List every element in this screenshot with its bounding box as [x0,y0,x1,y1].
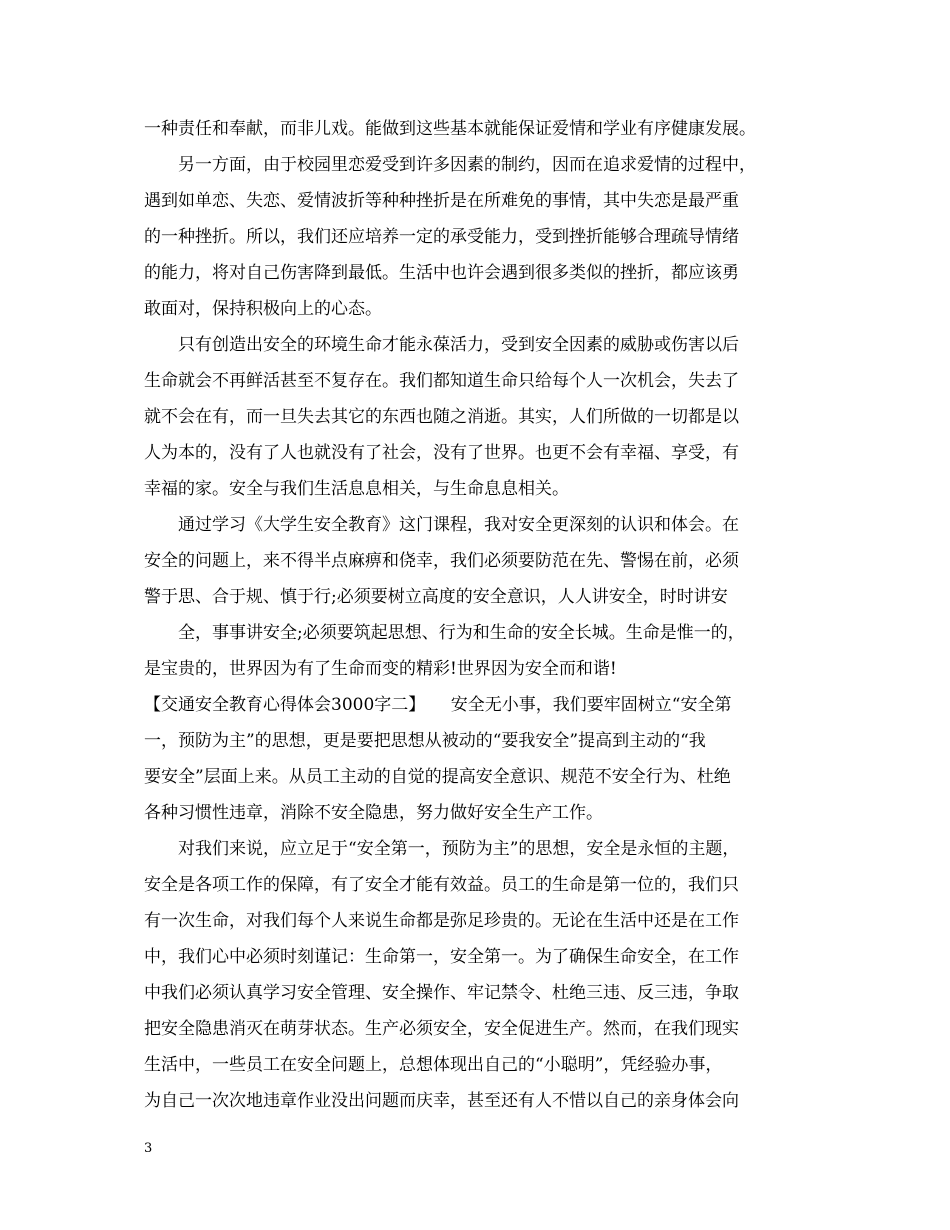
paragraph-line: 的一种挫折。所以，我们还应培养一定的承受能力，受到挫折能够合理疏导情绪 [144,227,739,247]
paragraph-line: 中，我们心中必须时刻谨记：生命第一，安全第一。为了确保生命安全，在工作 [144,947,739,967]
paragraph-line: 就不会在有，而一旦失去其它的东西也随之消逝。其实，人们所做的一切都是以 [144,407,739,427]
paragraph-line: 中我们必须认真学习安全管理、安全操作、牢记禁令、杜绝三违、反三违，争取 [144,983,739,1003]
paragraph-line: 全，事事讲安全;必须要筑起思想、行为和生命的安全长城。生命是惟一的， [178,623,745,643]
paragraph-line: 安全是各项工作的保障，有了安全才能有效益。员工的生命是第一位的，我们只 [144,875,739,895]
paragraph-line: 生命就会不再鲜活甚至不复存在。我们都知道生命只给每个人一次机会，失去了 [144,371,739,391]
paragraph-line: 要安全”层面上来。从员工主动的自觉的提高安全意识、规范不安全行为、杜绝 [144,767,731,787]
paragraph-line: 一种责任和奉献，而非儿戏。能做到这些基本就能保证爱情和学业有序健康发展。 [144,119,756,139]
paragraph-line: 一，预防为主”的思想，更是要把思想从被动的“要我安全”提高到主动的“我 [144,731,706,751]
paragraph-line: 敢面对，保持积极向上的心态。 [144,299,382,319]
paragraph-line: 生活中，一些员工在安全问题上，总想体现出自己的“小聪明”，凭经验办事， [144,1055,723,1075]
paragraph-line: 有一次生命，对我们每个人来说生命都是弥足珍贵的。无论在生活中还是在工作 [144,911,739,931]
paragraph-line: 为自己一次次地违章作业没出问题而庆幸，甚至还有人不惜以自己的亲身体会向 [144,1091,739,1111]
paragraph-line: 各种习惯性违章，消除不安全隐患，努力做好安全生产工作。 [144,803,603,823]
section-heading-line: 【交通安全教育心得体会3000字二】 安全无小事，我们要牢固树立“安全第 [144,695,732,715]
paragraph-line: 幸福的家。安全与我们生活息息相关，与生命息息相关。 [144,479,569,499]
paragraph-line: 对我们来说，应立足于“安全第一，预防为主”的思想，安全是永恒的主题， [178,839,740,859]
paragraph-line: 把安全隐患消灭在萌芽状态。生产必须安全，安全促进生产。然而，在我们现实 [144,1019,739,1039]
paragraph-line: 另一方面，由于校园里恋爱受到许多因素的制约，因而在追求爱情的过程中， [178,155,756,175]
paragraph-line: 人为本的，没有了人也就没有了社会，没有了世界。也更不会有幸福、享受，有 [144,443,739,463]
paragraph-line: 是宝贵的，世界因为有了生命而变的精彩!世界因为安全而和谐! [144,659,617,679]
page-number: 3 [144,1141,153,1156]
paragraph-line: 遇到如单恋、失恋、爱情波折等种种挫折是在所难免的事情，其中失恋是最严重 [144,191,739,211]
paragraph-line: 的能力，将对自己伤害降到最低。生活中也许会遇到很多类似的挫折，都应该勇 [144,263,739,283]
paragraph-line: 只有创造出安全的环境生命才能永葆活力，受到安全因素的威胁或伤害以后 [178,335,739,355]
paragraph-line: 安全的问题上，来不得半点麻痹和侥幸，我们必须要防范在先、警惕在前，必须 [144,551,739,571]
paragraph-line: 通过学习《大学生安全教育》这门课程，我对安全更深刻的认识和体会。在 [178,515,739,535]
paragraph-line: 警于思、合于规、慎于行;必须要树立高度的安全意识，人人讲安全，时时讲安 [144,587,728,607]
